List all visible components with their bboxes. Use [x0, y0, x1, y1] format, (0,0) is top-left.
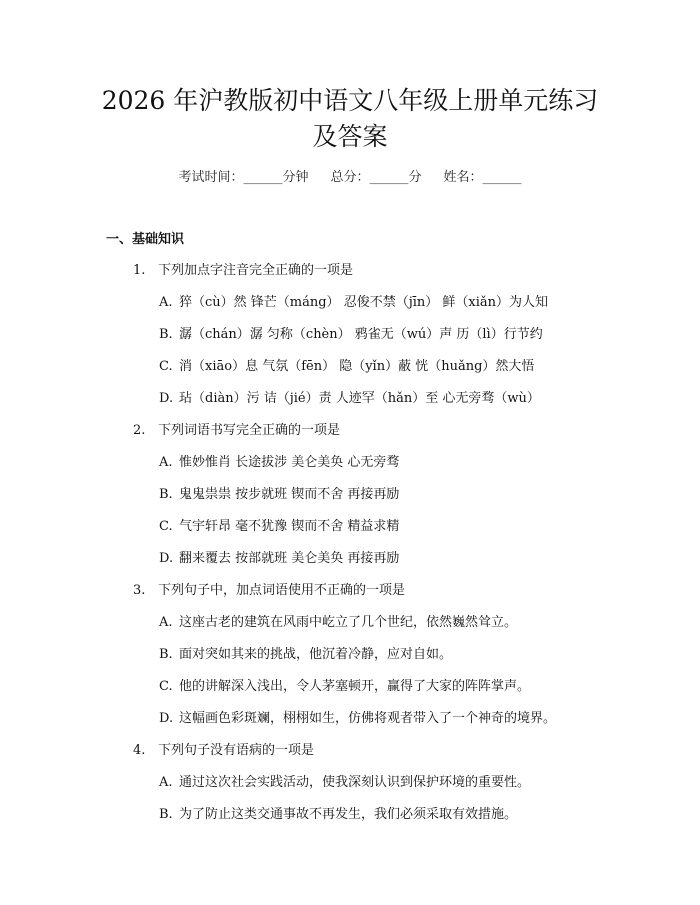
- question-3-option-b: [159, 645, 452, 665]
- option-text: 面对突如其来的挑战，他沉着冷静，应对自如。: [179, 647, 453, 662]
- option-text: 鬼鬼祟祟 按步就班 锲而不舍 再接再励: [179, 487, 400, 502]
- time-label: 考试时间：: [178, 170, 244, 185]
- name-blank: ______: [482, 170, 522, 185]
- question-number: 3.: [133, 583, 146, 598]
- time-blank: ______分钟: [243, 170, 309, 185]
- option-label: A.: [159, 455, 173, 470]
- option-text: 玷（diàn）污 诘（jié）责 人迹罕（hǎn）至 心无旁骛（wù）: [179, 391, 540, 406]
- option-label: C.: [159, 359, 173, 374]
- option-text: 潺（chán）潺 匀称（chèn） 鸦雀无（wú）声 历（lì）行节约: [179, 327, 543, 342]
- question-stem: 下列词语书写完全正确的一项是: [158, 423, 341, 438]
- score-blank: ______分: [369, 170, 422, 185]
- question-1-option-c: [159, 357, 534, 377]
- question-4-option-a: [159, 773, 530, 793]
- document-title-line1: 2026 年沪教版初中语文八年级上册单元练习: [101, 86, 599, 115]
- option-label: B.: [159, 327, 173, 342]
- question-2-option-d: [159, 549, 399, 569]
- option-label: A.: [159, 615, 173, 630]
- question-3-option-a: [159, 613, 517, 633]
- option-text: 翻来覆去 按部就班 美仑美奂 再接再励: [179, 551, 400, 566]
- question-3-option-c: [159, 677, 530, 697]
- option-text: 气宇轩昂 毫不犹豫 锲而不舍 精益求精: [179, 519, 400, 534]
- option-label: D.: [159, 711, 174, 726]
- document-title-line2: 及答案: [312, 122, 388, 151]
- question-2-option-b: [159, 485, 399, 505]
- option-label: C.: [159, 679, 173, 694]
- question-3-option-d: [159, 709, 556, 729]
- question-number: 2.: [133, 423, 146, 438]
- question-2-option-a: [159, 453, 399, 473]
- question-number: 4.: [133, 743, 146, 758]
- option-text: 通过这次社会实践活动，使我深刻认识到保护环境的重要性。: [179, 775, 531, 790]
- question-1-option-a: [159, 293, 548, 313]
- name-label: 姓名：: [443, 170, 483, 185]
- question-1: [133, 261, 353, 281]
- option-label: B.: [159, 807, 173, 822]
- question-stem: 下列加点字注音完全正确的一项是: [158, 263, 354, 278]
- option-label: D.: [159, 391, 174, 406]
- option-text: 他的讲解深入浅出，令人茅塞顿开，赢得了大家的阵阵掌声。: [179, 679, 531, 694]
- option-label: A.: [159, 775, 173, 790]
- option-text: 这幅画色彩斑斓，栩栩如生，仿佛将观者带入了一个神奇的境界。: [179, 711, 557, 726]
- question-3: [133, 581, 405, 601]
- exam-meta-line: [0, 168, 700, 188]
- option-text: 这座古老的建筑在风雨中屹立了几个世纪，依然巍然耸立。: [179, 615, 518, 630]
- question-4: [133, 741, 314, 761]
- question-1-option-d: [159, 389, 540, 409]
- option-text: 为了防止这类交通事故不再发生，我们必须采取有效措施。: [179, 807, 518, 822]
- question-4-option-b: [159, 805, 517, 825]
- question-2: [133, 421, 340, 441]
- option-text: 消（xiāo）息 气氛（fēn） 隐（yǐn）蔽 恍（huǎng）然大悟: [179, 359, 535, 374]
- question-2-option-c: [159, 517, 399, 537]
- score-label: 总分：: [330, 170, 370, 185]
- option-label: A.: [159, 295, 173, 310]
- option-text: 猝（cù）然 锋芒（máng） 忍俊不禁（jīn） 鲜（xiǎn）为人知: [179, 295, 548, 310]
- option-label: C.: [159, 519, 173, 534]
- question-stem: 下列句子没有语病的一项是: [158, 743, 315, 758]
- question-stem: 下列句子中，加点词语使用不正确的一项是: [158, 583, 406, 598]
- section-heading: 一、基础知识: [106, 232, 185, 247]
- question-1-option-b: [159, 325, 543, 345]
- option-label: B.: [159, 487, 173, 502]
- option-label: B.: [159, 647, 173, 662]
- question-number: 1.: [133, 263, 146, 278]
- option-text: 惟妙惟肖 长途拔涉 美仑美奂 心无旁骛: [179, 455, 400, 470]
- option-label: D.: [159, 551, 174, 566]
